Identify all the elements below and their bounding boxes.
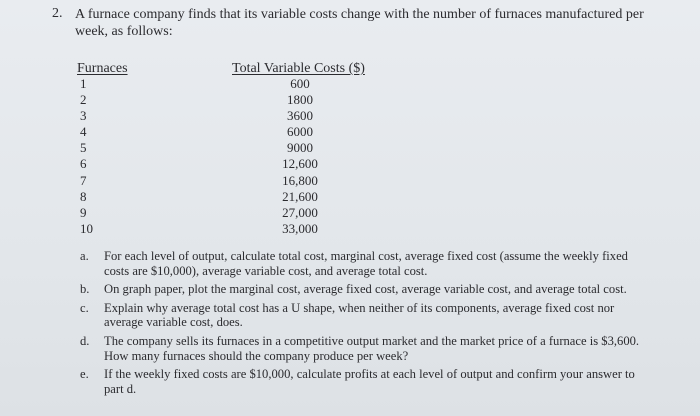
part-letter: c. — [80, 300, 89, 315]
question-text: A furnace company finds that its variable costs change with the number of furnaces manufactured per week, as follows: — [75, 7, 644, 39]
furnace-count: 5 — [80, 140, 87, 156]
part-text: On graph paper, plot the marginal cost, average fixed cost, average variable cost, and average total cost. — [104, 282, 627, 297]
part-text: If the weekly fixed costs are $10,000, calculate profits at each level of output and confirm your answer to part d. — [104, 366, 635, 396]
variable-cost: 9000 — [287, 140, 313, 156]
part-text: The company sells its furnaces in a competitive output market and the market price of a furnace is $3,600. How many furnaces should the company produce per week? — [104, 333, 640, 363]
variable-cost: 600 — [290, 76, 310, 91]
furnace-count: 9 — [80, 204, 87, 220]
part-item — [80, 367, 640, 397]
part-item — [80, 282, 640, 297]
part-text: Explain why average total cost has a U shape, when neither of its components, average fixed cost nor average variable cost, does. — [104, 300, 615, 330]
furnace-count: 6 — [80, 156, 87, 172]
costs-column-header: Total Variable Costs ($) — [232, 61, 365, 76]
furnace-count: 2 — [80, 92, 87, 108]
part-letter: e. — [80, 366, 89, 381]
part-letter: d. — [80, 333, 90, 348]
variable-cost: 12,600 — [282, 156, 318, 172]
variable-cost: 16,800 — [282, 172, 318, 188]
variable-cost: 27,000 — [282, 204, 318, 220]
furnace-count: 10 — [80, 220, 93, 236]
costs-column — [262, 76, 338, 237]
furnace-count: 1 — [80, 76, 87, 91]
part-text: For each level of output, calculate total cost, marginal cost, average fixed cost (assume the weekly fixed costs are $10,000), average variable cost, and average total cost. — [104, 249, 628, 278]
furnaces-column-header: Furnaces — [77, 61, 128, 76]
part-letter: b. — [80, 282, 90, 297]
part-item — [80, 301, 640, 331]
question-parts — [80, 249, 640, 400]
furnace-count: 8 — [80, 188, 87, 204]
variable-cost: 1800 — [287, 92, 313, 108]
furnace-count: 7 — [80, 172, 87, 188]
variable-cost: 21,600 — [282, 188, 318, 204]
furnace-count: 3 — [80, 108, 87, 124]
part-letter: a. — [80, 249, 89, 263]
variable-cost: 6000 — [287, 124, 313, 140]
variable-cost: 33,000 — [282, 220, 318, 236]
furnaces-column — [80, 76, 110, 237]
part-item — [80, 249, 640, 279]
part-item — [80, 334, 640, 364]
question-number: 2. — [52, 6, 63, 21]
variable-cost: 3600 — [287, 108, 313, 124]
furnace-count: 4 — [80, 124, 87, 140]
